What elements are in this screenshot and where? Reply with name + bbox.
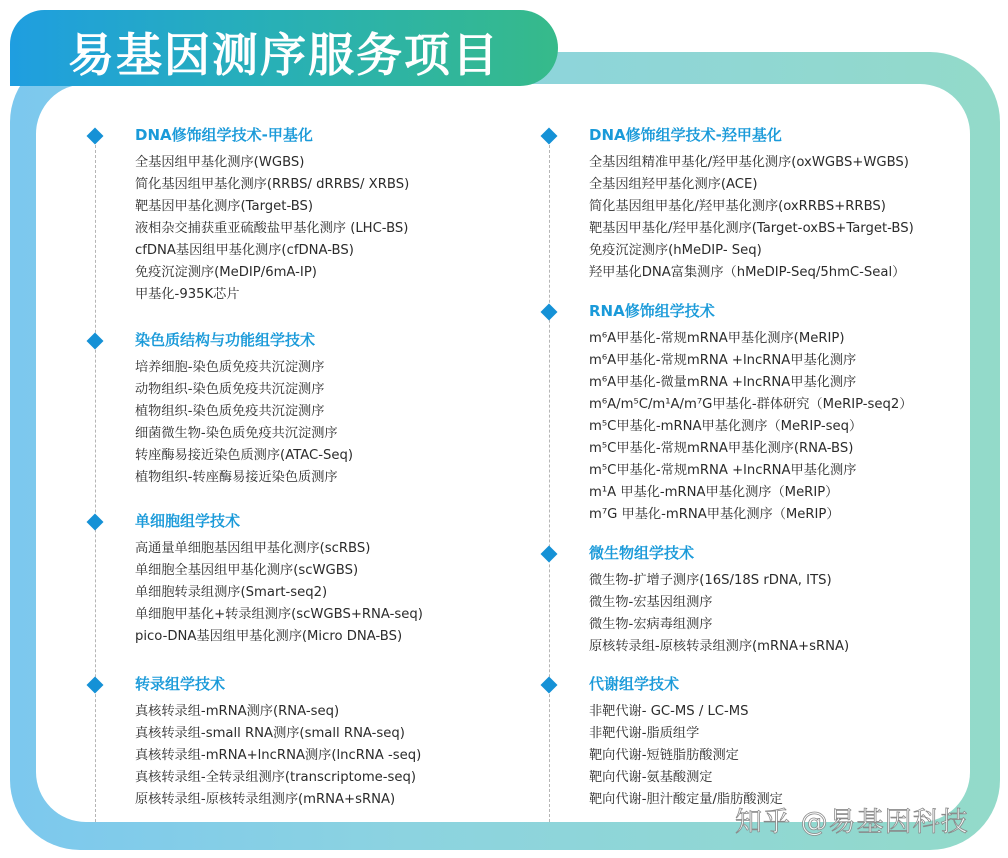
item-list [86, 357, 353, 489]
section-chromatin [86, 327, 353, 489]
list-item: 免疫沉淀测序(hMeDIP- Seq) [589, 243, 762, 258]
list-item: m⁶A/m⁵C/m¹A/m⁷G甲基化-群体研究（MeRIP-seq2） [589, 397, 913, 412]
list-item: 植物组织-转座酶易接近染色质测序 [135, 470, 338, 485]
title-banner [10, 10, 558, 86]
section-title: 转录组学技术 [135, 675, 226, 693]
list-item: 培养细胞-染色质免疫共沉淀测序 [135, 360, 325, 375]
section-title: RNA修饰组学技术 [589, 302, 715, 320]
list-item: 细菌微生物-染色质免疫共沉淀测序 [135, 426, 338, 441]
watermark: 知乎 @易基因科技 [735, 807, 969, 838]
list-item: m⁵C甲基化-常规mRNA +lncRNA甲基化测序 [589, 463, 857, 478]
section-dna-methylation [86, 122, 409, 306]
list-item: pico-DNA基因组甲基化测序(Micro DNA-BS) [135, 629, 403, 644]
section-title: DNA修饰组学技术-甲基化 [135, 126, 313, 144]
diamond-bullet-icon [87, 128, 104, 145]
diamond-bullet-icon [541, 128, 558, 145]
section-title: 染色质结构与功能组学技术 [135, 331, 316, 349]
list-item: 微生物-扩增子测序(16S/18S rDNA, ITS) [589, 573, 832, 588]
list-item: 靶向代谢-氨基酸测定 [589, 770, 713, 785]
item-list [540, 701, 783, 811]
list-item: 免疫沉淀测序(MeDIP/6mA-IP) [135, 265, 317, 280]
list-item: 全基因组甲基化测序(WGBS) [135, 155, 305, 170]
list-item: 真核转录组-mRNA测序(RNA-seq) [135, 704, 340, 719]
list-item: m⁶A甲基化-常规mRNA +lncRNA甲基化测序 [589, 353, 857, 368]
list-item: 全基因组精准甲基化/羟甲基化测序(oxWGBS+WGBS) [589, 155, 909, 170]
list-item: m⁵C甲基化-常规mRNA甲基化测序(RNA-BS) [589, 441, 854, 456]
list-item: m⁷G 甲基化-mRNA甲基化测序（MeRIP） [589, 507, 840, 522]
list-item: 靶向代谢-胆汁酸定量/脂肪酸测定 [589, 792, 783, 807]
section-title: 代谢组学技术 [589, 675, 680, 693]
list-item: 真核转录组-全转录组测序(transcriptome-seq) [135, 770, 417, 785]
diamond-bullet-icon [541, 304, 558, 321]
diamond-bullet-icon [87, 514, 104, 531]
list-item: m⁶A甲基化-微量mRNA +lncRNA甲基化测序 [589, 375, 857, 390]
section-title: 单细胞组学技术 [135, 512, 241, 530]
diamond-bullet-icon [541, 546, 558, 563]
list-item: 真核转录组-small RNA测序(small RNA-seq) [135, 726, 405, 741]
item-list [86, 152, 409, 306]
list-item: m¹A 甲基化-mRNA甲基化测序（MeRIP） [589, 485, 839, 500]
item-list [540, 152, 914, 284]
list-item: m⁵C甲基化-mRNA甲基化测序（MeRIP-seq） [589, 419, 863, 434]
section-title: DNA修饰组学技术-羟甲基化 [589, 126, 782, 144]
list-item: 原核转录组-原核转录组测序(mRNA+sRNA) [589, 639, 850, 654]
list-item: 简化基因组甲基化测序(RRBS/ dRRBS/ XRBS) [135, 177, 410, 192]
section-title: 微生物组学技术 [589, 544, 695, 562]
diamond-bullet-icon [87, 677, 104, 694]
section-rna-modification [540, 298, 913, 526]
list-item: 液相杂交捕获重亚硫酸盐甲基化测序 (LHC-BS) [135, 221, 409, 236]
section-dna-hydroxymethylation [540, 122, 914, 284]
list-item: 非靶代谢- GC-MS / LC-MS [589, 704, 749, 719]
item-list [86, 538, 423, 648]
list-item: m⁶A甲基化-常规mRNA甲基化测序(MeRIP) [589, 331, 845, 346]
list-item: 真核转录组-mRNA+lncRNA测序(lncRNA -seq) [135, 748, 422, 763]
list-item: 简化基因组甲基化/羟甲基化测序(oxRRBS+RRBS) [589, 199, 886, 214]
list-item: 单细胞全基因组甲基化测序(scWGBS) [135, 563, 359, 578]
list-item: 非靶代谢-脂质组学 [589, 726, 700, 741]
page-title: 易基因测序服务项目 [68, 28, 500, 82]
list-item: 微生物-宏基因组测序 [589, 595, 713, 610]
list-item: 微生物-宏病毒组测序 [589, 617, 713, 632]
list-item: cfDNA基因组甲基化测序(cfDNA-BS) [135, 243, 354, 258]
item-list [86, 701, 421, 811]
list-item: 转座酶易接近染色质测序(ATAC-Seq) [135, 448, 353, 463]
list-item: 高通量单细胞基因组甲基化测序(scRBS) [135, 541, 371, 556]
section-transcriptomics [86, 671, 421, 811]
list-item: 靶基因甲基化测序(Target-BS) [135, 199, 314, 214]
section-single-cell [86, 508, 423, 648]
list-item: 全基因组羟甲基化测序(ACE) [589, 177, 758, 192]
list-item: 原核转录组-原核转录组测序(mRNA+sRNA) [135, 792, 396, 807]
section-metabolomics [540, 671, 783, 811]
list-item: 单细胞甲基化+转录组测序(scWGBS+RNA-seq) [135, 607, 423, 622]
list-item: 甲基化-935K芯片 [135, 287, 240, 302]
list-item: 靶向代谢-短链脂肪酸测定 [589, 748, 739, 763]
list-item: 羟甲基化DNA富集测序（hMeDIP-Seq/5hmC-Seal） [589, 265, 906, 280]
diamond-bullet-icon [541, 677, 558, 694]
section-microbiome [540, 540, 849, 658]
list-item: 植物组织-染色质免疫共沉淀测序 [135, 404, 325, 419]
item-list [540, 570, 849, 658]
diamond-bullet-icon [87, 333, 104, 350]
list-item: 靶基因甲基化/羟甲基化测序(Target-oxBS+Target-BS) [589, 221, 914, 236]
list-item: 动物组织-染色质免疫共沉淀测序 [135, 382, 325, 397]
list-item: 单细胞转录组测序(Smart-seq2) [135, 585, 328, 600]
item-list [540, 328, 913, 526]
